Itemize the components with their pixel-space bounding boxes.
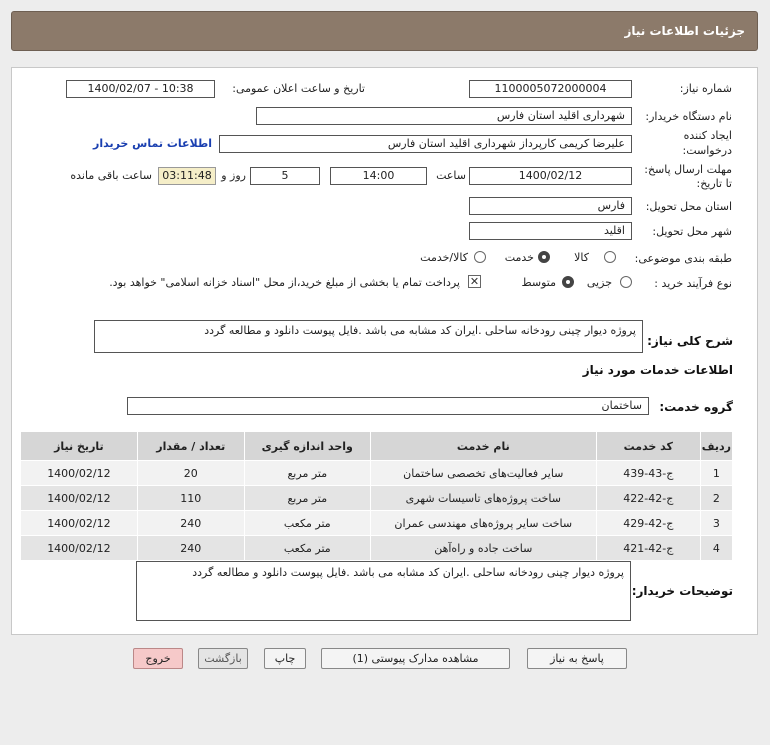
cell-row: 3 xyxy=(700,511,732,536)
cell-date: 1400/02/12 xyxy=(21,461,138,486)
service-group-field: ساختمان xyxy=(127,397,649,415)
days-label: روز و xyxy=(221,169,246,182)
province-label: استان محل تحویل: xyxy=(645,200,732,213)
col-service-code: کد خدمت xyxy=(596,432,700,461)
treasury-checkbox[interactable]: ✕ xyxy=(469,275,480,288)
table-header-row xyxy=(21,432,733,461)
cell-unit: متر مکعب xyxy=(244,536,370,561)
cell-date: 1400/02/12 xyxy=(21,511,138,536)
process-option-medium: متوسط xyxy=(521,276,556,289)
col-quantity: تعداد / مقدار xyxy=(137,432,244,461)
city-label: شهر محل تحویل: xyxy=(652,225,732,238)
cell-date: 1400/02/12 xyxy=(21,486,138,511)
deadline-label-line1: مهلت ارسال پاسخ: xyxy=(644,163,732,176)
deadline-label-line2: تا تاریخ: xyxy=(696,177,732,190)
buyer-notes-label: توضیحات خریدار: xyxy=(631,584,733,598)
category-label: طبقه بندی موضوعی: xyxy=(634,252,732,265)
col-unit: واحد اندازه گیری xyxy=(244,432,370,461)
province-field: فارس xyxy=(469,197,632,215)
category-option-service: خدمت xyxy=(504,251,534,264)
cell-code: ج-42-421 xyxy=(596,536,700,561)
category-option-goods-service: کالا/خدمت xyxy=(420,251,468,264)
table-row xyxy=(21,486,733,511)
cell-row: 4 xyxy=(700,536,732,561)
cell-unit: متر مکعب xyxy=(244,511,370,536)
city-field: اقلید xyxy=(469,222,632,240)
print-button[interactable]: چاپ xyxy=(264,648,306,669)
cell-row: 2 xyxy=(700,486,732,511)
announce-date-field: 1400/02/07 - 10:38 xyxy=(66,80,215,98)
cell-name: ساخت سایر پروژه‌های مهندسی عمران xyxy=(370,511,596,536)
remaining-time-field: 03:11:48 xyxy=(158,167,216,185)
cell-code: ج-42-422 xyxy=(596,486,700,511)
process-radio-medium[interactable] xyxy=(562,276,574,288)
creator-label-line1: ایجاد کننده xyxy=(683,129,732,142)
cell-name: ساخت جاده و راه‌آهن xyxy=(370,536,596,561)
page-header xyxy=(11,11,758,51)
cell-name: سایر فعالیت‌های تخصصی ساختمان xyxy=(370,461,596,486)
buyer-contact-link[interactable]: اطلاعات تماس خریدار xyxy=(92,137,212,150)
deadline-time-field: 14:00 xyxy=(330,167,427,185)
col-row: ردیف xyxy=(700,432,732,461)
back-button[interactable]: بازگشت xyxy=(198,648,248,669)
category-option-goods: کالا xyxy=(574,251,589,264)
description-label: شرح کلی نیاز: xyxy=(647,334,733,348)
buyer-org-label: نام دستگاه خریدار: xyxy=(645,110,732,123)
remaining-time-label: ساعت باقی مانده xyxy=(70,169,152,182)
services-table xyxy=(20,431,733,561)
table-row xyxy=(21,536,733,561)
cell-code: ج-43-439 xyxy=(596,461,700,486)
deadline-date-field: 1400/02/12 xyxy=(469,167,632,185)
reply-button[interactable]: پاسخ به نیاز xyxy=(527,648,627,669)
view-attachments-button[interactable]: مشاهده مدارک پیوستی (1) xyxy=(321,648,510,669)
cell-quantity: 20 xyxy=(137,461,244,486)
announce-date-label: تاریخ و ساعت اعلان عمومی: xyxy=(232,82,365,95)
creator-label-line2: درخواست: xyxy=(682,144,732,157)
process-option-minor: جزیی xyxy=(586,276,612,289)
table-row xyxy=(21,461,733,486)
services-section-title: اطلاعات خدمات مورد نیاز xyxy=(582,363,733,377)
category-radio-goods[interactable] xyxy=(604,251,616,263)
col-need-date: تاریخ نیاز xyxy=(21,432,138,461)
service-group-label: گروه خدمت: xyxy=(659,400,733,414)
cell-unit: متر مربع xyxy=(244,461,370,486)
treasury-note: پرداخت تمام یا بخشی از مبلغ خرید،از محل "اسناد خزانه اسلامی" خواهد بود. xyxy=(109,276,460,289)
need-number-label: شماره نیاز: xyxy=(679,82,732,95)
process-type-label: نوع فرآیند خرید : xyxy=(654,277,732,290)
buyer-org-field: شهرداری اقلید استان فارس xyxy=(256,107,632,125)
category-radio-service[interactable] xyxy=(538,251,550,263)
need-number-field: 1100005072000004 xyxy=(469,80,632,98)
cell-quantity: 240 xyxy=(137,511,244,536)
page-title: جزئیات اطلاعات نیاز xyxy=(624,24,745,38)
cell-unit: متر مربع xyxy=(244,486,370,511)
cell-date: 1400/02/12 xyxy=(21,536,138,561)
cell-row: 1 xyxy=(700,461,732,486)
cell-quantity: 240 xyxy=(137,536,244,561)
table-row xyxy=(21,511,733,536)
col-service-name: نام خدمت xyxy=(370,432,596,461)
process-radio-minor[interactable] xyxy=(620,276,632,288)
description-field: پروژه دیوار چینی رودخانه ساحلی .ایران کد مشابه می باشد .فایل پیوست دانلود و مطالعه گردد xyxy=(94,320,643,353)
cell-code: ج-42-429 xyxy=(596,511,700,536)
creator-field: علیرضا کریمی کارپرداز شهرداری اقلید استان فارس xyxy=(219,135,632,153)
exit-button[interactable]: خروج xyxy=(133,648,183,669)
cell-name: ساخت پروژه‌های تاسیسات شهری xyxy=(370,486,596,511)
deadline-time-label: ساعت xyxy=(436,169,466,182)
days-remaining-field: 5 xyxy=(250,167,320,185)
cell-quantity: 110 xyxy=(137,486,244,511)
buyer-notes-field: پروژه دیوار چینی رودخانه ساحلی .ایران کد مشابه می باشد .فایل پیوست دانلود و مطالعه گردد xyxy=(136,561,631,621)
category-radio-goods-service[interactable] xyxy=(474,251,486,263)
